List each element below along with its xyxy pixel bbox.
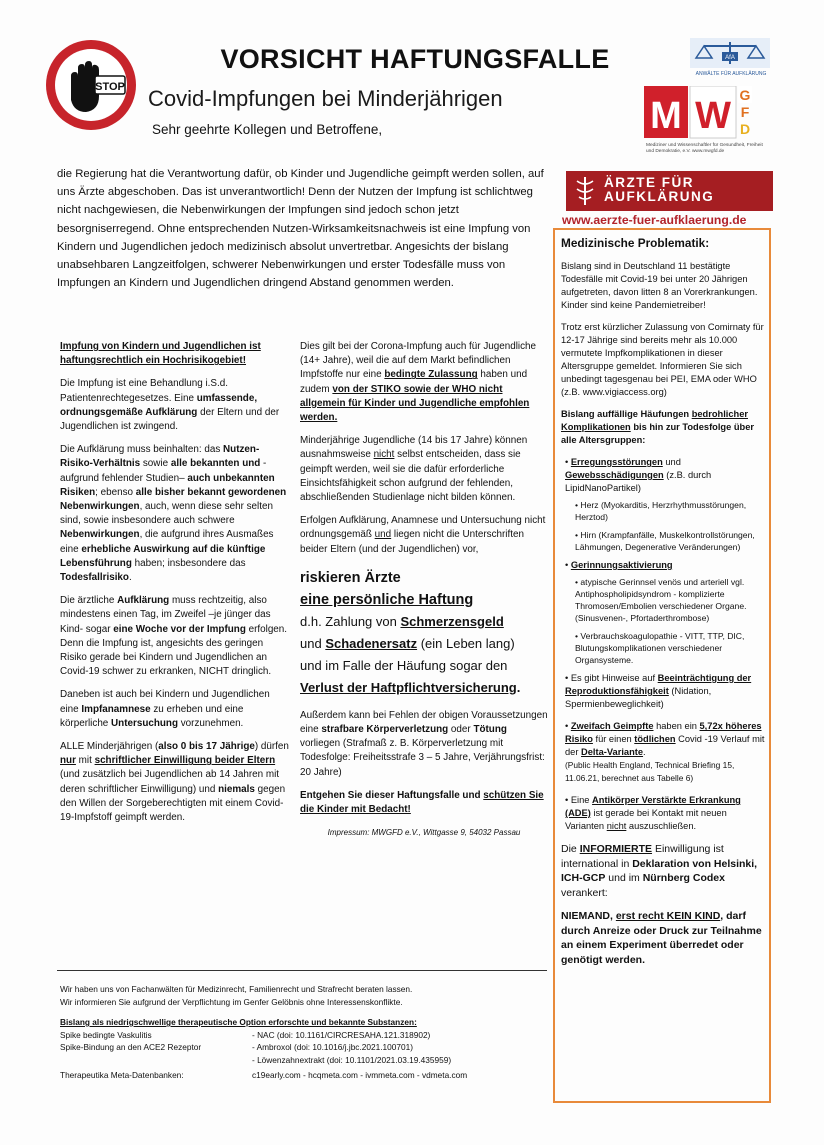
caduceus-icon (572, 175, 598, 207)
page-title: VORSICHT HAFTUNGSFALLE (220, 44, 610, 74)
footer-divider (57, 970, 547, 971)
col1-heading: Impfung von Kindern und Jugendlichen ist haftungsrechtlich ein Hochrisikogebiet! (60, 341, 261, 367)
intro-paragraph: die Regierung hat die Verantwortung dafür, ob Kinder und Jugendliche geimpft werden sollen, auf uns Ärzte abgeschoben. Das ist unverantwortlich! Denn der Nutzen der Impfung ist schlichtweg nicht nachgewiesen, die Nebenwirkungen der Impfungen sind jedoch schon jetzt besorgniserregend. Ohne entsprechenden Nutzen-Wirksamkeitsnachweis ist eine Impfung von Kindern und Jugendlichen jedoch medizinisch absolut unvertretbar. Angesichts der bislang unabsehbaren Langzeitfolgen, schwerer Nebenwirkungen und erster Todesfälle muss von Impfungen an Kindern und Jugendlichen dringend Abstand genommen werden. (57, 168, 544, 290)
side-paragraph-2: Trotz erst kürzlicher Zulassung von Comirnaty für 12-17 Jährige sind bereits mehr als 10.000 vermutete Impfkomplikationen in dieser Altersgruppe gemeldet. Informieren Sie sich unbedingt tagesgenau bei PEI, EMA oder WHO (z.B. www.vigiaccess.org) (561, 322, 764, 397)
side-bullet-2: • Gerinnungsaktivierung (565, 560, 673, 570)
side-bullet-1: • Erregungsstörungen und Gewebsschädigungen (z.B. durch LipidNanoPartikel) (565, 457, 712, 493)
side-paragraph-1: Bislang sind in Deutschland 11 bestätigte Todesfälle mit Covid-19 bei unter 20 Jährigen aufgetreten, davon litten 8 an Vorerkrankungen. Kinder sind keine Pandemietreiber! (561, 261, 758, 310)
col1-paragraph-1: Die Impfung ist eine Behandlung i.S.d. Patientenrechtegesetzes. Eine umfassende, ordnungsgemäße Aufklärung der Eltern und der Jugendlichen ist zwingend. (60, 378, 280, 433)
side-subbullet: • Verbrauchskoagulopathie - VITT, TTP, DIC, Blutungskomplikationen verschiedener Organsysteme. (575, 631, 745, 665)
mwgfd-caption: Mediziner und Wissenschaftler für Gesundheit, Freiheit und Demokratie, e.V. www.mwgfd.de (646, 143, 763, 154)
side-paragraph-3: Bislang auffällige Häufungen bedrohlicher Komplikationen bis hin zur Todesfolge über alle Altersgruppen: (561, 409, 755, 445)
mwgfd-logo-icon (644, 86, 772, 144)
side-paragraph-5: NIEMAND, erst recht KEIN KIND, darf durch Anreize oder Druck zur Teilnahme an einem Experiment überredet oder genötigt werden. (561, 910, 762, 966)
col1-paragraph-5: ALLE Minderjährigen (also 0 bis 17 Jährige) dürfen nur mit schriftlicher Einwilligung beider Eltern (und zusätzlich bei Jugendlichen ab 14 Jahren mit deren schriftlicher Einwilligung) und niemals gegen den Willen der Sorgeberechtigten mit einem Covid-19-Impfstoff geimpft werden. (60, 741, 289, 824)
footer-line-1: Wir haben uns von Fachanwälten für Medizinrecht, Familienrecht und Strafrecht beraten lassen. (60, 984, 413, 994)
footer-row: Therapeutika Meta-Datenbanken: c19early.com - hcqmeta.com - ivmmeta.com - vdmeta.com (60, 1070, 468, 1080)
footer-heading: Bislang als niedrigschwellige therapeutische Option erforschte und bekannte Substanzen: (60, 1017, 417, 1027)
medical-issues-content (561, 237, 765, 976)
svg-text:M: M (650, 95, 682, 137)
impressum: Impressum: MWGFD e.V., Wittgasse 9, 54032 Passau (327, 828, 521, 838)
footer-row: - Löwenzahnextrakt (doi: 10.1101/2021.03.19.435959) (252, 1054, 452, 1065)
side-paragraph-4: Die INFORMIERTE Einwilligung ist international in Deklaration von Helsinki, ICH-GCP und im Nürnberg Codex verankert: (561, 843, 758, 899)
aerzte-website-link[interactable]: www.aerzte-fuer-aufklaerung.de (562, 213, 747, 227)
col2-closing: Entgehen Sie dieser Haftungsfalle und schützen Sie die Kinder mit Bedacht! (300, 789, 544, 816)
col1-paragraph-4: Daneben ist auch bei Kindern und Jugendlichen eine Impfanamnese zu erheben und eine körperliche Untersuchung vorzunehmen. (60, 689, 270, 729)
footer-row: Spike-Bindung an den ACE2 Rezeptor - Ambroxol (doi: 10.1016/j.jbc.2021.100701) (60, 1042, 413, 1052)
side-bullet-3: • Es gibt Hinweise auf Beeinträchtigung der Reproduktionsfähigkeit (Nidation, Spermienbeweglichkeit) (565, 673, 752, 709)
svg-text:D: D (739, 121, 751, 137)
side-heading: Medizinische Problematik: (561, 236, 710, 250)
side-bullet-5: • Eine Antikörper Verstärkte Erkrankung (ADE) ist gerade bei Kontakt mit neuen Varianten nicht auszuschließen. (565, 795, 741, 831)
col1-paragraph-3: Die ärztliche Aufklärung muss rechtzeitig, also mindestens einen Tag, im Zweifel –je jünger das Kind- sogar eine Woche vor der Impfung erfolgen. Denn die Impfung ist, angesichts des geringen Risiko gerade bei Kindern und Jugendlichen an Covid-19 schwer zu erkranken, NICHT dringlich. (60, 595, 288, 678)
svg-text:AfA: AfA (725, 55, 735, 61)
side-subbullet: • atypische Gerinnsel venös und arteriell vgl. Antiphospholipidsyndrom - komplizierte Thromosen/Embolien verschiedener Organe. (Sinusvenen-, Pfortaderthrombose) (575, 577, 747, 623)
stop-sign-text: STOP (95, 81, 125, 93)
afa-caption: ANWÄLTE FÜR AUFKLÄRUNG (695, 71, 767, 77)
svg-text:F: F (740, 104, 750, 120)
page-subtitle: Covid-Impfungen bei Minderjährigen (148, 86, 503, 111)
footer-line-2: Wir informieren Sie aufgrund der Verpflichtung im Genfer Gelöbnis ohne Interessenskonflikte. (60, 996, 403, 1007)
col2-paragraph-1: Dies gilt bei der Corona-Impfung auch für Jugendliche (14+ Jahre), weil die auf dem Markt befindlichen Impfstoffe nur eine bedingte Zulassung haben und zudem von der STIKO sowie der WHO nicht allgemein für Kinder und Jugendliche empfohlen werden. (300, 341, 537, 424)
side-bullet-4: • Zweifach Geimpfte haben ein 5,72x höheres Risiko für einen tödlichen Covid -19 Verlauf mit der Delta-Variante. (Public Health England, Technical Briefing 15, 11.06.21, berechnet aus Tabelle 6) (565, 721, 765, 783)
col2-paragraph-3: Erfolgen Aufklärung, Anamnese und Untersuchung nicht ordnungsgemäß und liegen nicht die Unterschriften beider Eltern (und der Jugendlichen) vor, (300, 515, 546, 555)
greeting: Sehr geehrte Kollegen und Betroffene, (152, 122, 383, 137)
aerzte-logo-text: ÄRZTE FÜR AUFKLÄRUNG (604, 175, 715, 204)
column-middle (300, 340, 548, 840)
svg-text:G: G (739, 87, 751, 103)
side-subbullet: • Herz (Myokarditis, Herzrhythmusstörungen, Herztod) (575, 500, 747, 522)
footer (60, 983, 550, 1082)
liability-warning: riskieren Ärzte eine persönliche Haftung d.h. Zahlung von Schmerzensgeld und Schadenersatz (ein Leben lang) und im Falle der Häufung sogar den Verlust der Haftpflichtversicherung. (300, 569, 521, 695)
svg-text:W: W (695, 95, 731, 137)
stop-sign-icon (44, 38, 138, 132)
side-subbullet: • Hirn (Krampfanfälle, Muskelkontrollstörungen, Lähmungen, Degenerative Veränderungen) (575, 530, 755, 552)
footer-row: Spike bedingte Vaskulitis - NAC (doi: 10.1161/CIRCRESAHA.121.318902) (60, 1029, 431, 1040)
col2-paragraph-2: Minderjährige Jugendliche (14 bis 17 Jahre) können ausnahmsweise nicht selbst entscheiden, dass sie geimpft werden, weil sie die dafür erforderliche Einsichtsfähigkeit schon aufgrund der fehlenden, abschließenden Studienlage nicht bilden können. (300, 435, 528, 504)
col2-paragraph-4: Außerdem kann bei Fehlen der obigen Voraussetzungen eine strafbare Körperverletzung oder Tötung vorliegen (Strafmaß z. B. Körperverletzung mit Todesfolge: Freiheitsstrafe 3 – 5 Jahre, Verjährungsfrist: 20 Jahre) (300, 709, 548, 778)
col1-paragraph-2: Die Aufklärung muss beinhalten: das Nutzen-Risiko-Verhältnis sowie alle bekannten und - aufgrund fehlender Studien– auch unbekannten Risiken; ebenso alle bisher bekannt gewordenen Nebenwirkungen, auch, wenn diese sehr selten sind, sowie insbesondere auch schwere Nebenwirkungen, die aufgrund ihres Ausmaßes eine erhebliche Auswirkung auf die künftige Lebensführung haben; insbesondere das Todesfallrisiko. (60, 444, 287, 584)
column-left (60, 340, 290, 834)
